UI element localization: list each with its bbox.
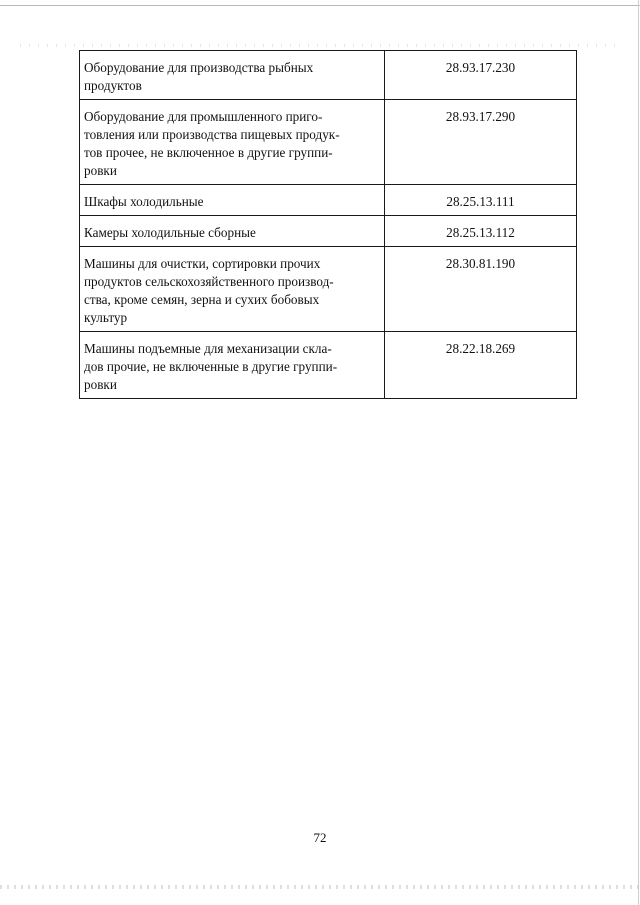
product-code-cell: 28.22.18.269 xyxy=(385,332,577,399)
product-name-cell xyxy=(80,51,385,100)
table-row xyxy=(80,185,577,216)
table-row xyxy=(80,216,577,247)
product-name-line: дов прочие, не включенные в другие группи- xyxy=(84,359,338,374)
product-name-line: ровки xyxy=(84,163,117,178)
table-row xyxy=(80,247,577,332)
scan-noise-top xyxy=(20,44,620,47)
product-code-cell: 28.25.13.111 xyxy=(385,185,577,216)
product-name-line: Шкафы холодильные xyxy=(84,194,204,209)
product-name-cell xyxy=(80,247,385,332)
product-name-line: товления или производства пищевых продук- xyxy=(84,127,340,142)
table-row xyxy=(80,100,577,185)
product-name-cell xyxy=(80,185,385,216)
product-name-line: ства, кроме семян, зерна и сухих бобовых xyxy=(84,292,320,307)
scan-top-edge xyxy=(0,5,640,6)
product-name-line: культур xyxy=(84,310,128,325)
product-code-cell: 28.93.17.290 xyxy=(385,100,577,185)
table-row xyxy=(80,51,577,100)
product-name-line: Машины подъемные для механизации скла- xyxy=(84,341,332,356)
page-number: 72 xyxy=(313,830,327,845)
product-name-cell xyxy=(80,332,385,399)
scan-noise-bottom xyxy=(0,885,640,889)
product-name-line: Машины для очистки, сортировки прочих xyxy=(84,256,321,271)
product-name-line: Оборудование для промышленного приго- xyxy=(84,109,323,124)
table-row xyxy=(80,332,577,399)
product-name-line: продуктов xyxy=(84,78,142,93)
classification-table xyxy=(79,50,577,399)
product-code-cell: 28.30.81.190 xyxy=(385,247,577,332)
product-name-cell xyxy=(80,100,385,185)
product-name-line: продуктов сельскохозяйственного производ- xyxy=(84,274,334,289)
product-name-line: тов прочее, не включенное в другие группи- xyxy=(84,145,333,160)
scan-right-edge xyxy=(638,0,639,905)
product-name-line: ровки xyxy=(84,377,117,392)
product-name-line: Камеры холодильные сборные xyxy=(84,225,256,240)
product-code-cell: 28.93.17.230 xyxy=(385,51,577,100)
product-name-cell xyxy=(80,216,385,247)
product-name-line: Оборудование для производства рыбных xyxy=(84,60,314,75)
product-code-cell: 28.25.13.112 xyxy=(385,216,577,247)
